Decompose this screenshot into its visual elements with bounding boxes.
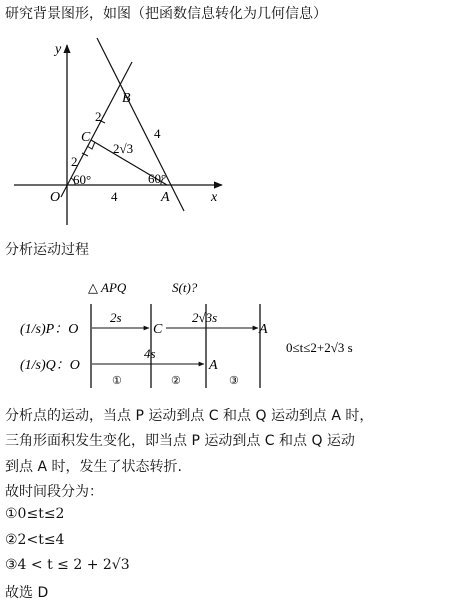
- point-b-label: B: [122, 91, 131, 106]
- page-heading: 研究背景图形，如图（把函数信息转化为几何信息）: [5, 6, 327, 22]
- p-c-label: C: [153, 322, 163, 337]
- analysis-line-3: 到点 A 时，发生了状态转折.: [5, 459, 182, 475]
- phase-2-label: ②: [171, 375, 181, 387]
- time-segment-2: ②2<t≤4: [5, 532, 65, 548]
- len-cb-label: 2: [95, 109, 102, 124]
- len-oc-label: 2: [71, 154, 78, 169]
- analysis-line-1: 分析点的运动，当点 P 运动到点 C 和点 Q 运动到点 A 时，: [5, 408, 374, 424]
- area-label: S(t)?: [172, 280, 198, 295]
- point-c-label: C: [81, 130, 91, 145]
- x-axis-label: x: [211, 190, 218, 205]
- time-segment-1: ①0≤t≤2: [5, 506, 65, 522]
- len-ca-label: 2√3: [113, 141, 134, 156]
- phase-3-label: ③: [229, 375, 239, 387]
- phase-1-label: ①: [112, 375, 122, 387]
- angle-o-label: 60°: [73, 172, 92, 187]
- triangle-label: △ APQ: [88, 280, 127, 295]
- time-segment-3: ③4 < t ≤ 2 + 2√3: [5, 557, 130, 573]
- answer-line: 故选 D: [5, 585, 49, 601]
- q-seg-label: 4s: [144, 346, 156, 361]
- p-seg2-label: 2√3s: [192, 310, 218, 325]
- p-a-label: A: [259, 322, 268, 337]
- analysis-line-4: 故时间段分为：: [5, 484, 103, 500]
- angle-a-label: 60°: [148, 171, 167, 186]
- q-row-label: (1/s)Q：O: [20, 358, 80, 373]
- y-axis-label: y: [55, 42, 62, 57]
- p-seg1-label: 2s: [110, 310, 122, 325]
- process-heading: 分析运动过程: [5, 242, 89, 258]
- len-ab-label: 4: [154, 126, 161, 141]
- len-oa-label: 4: [111, 189, 118, 204]
- origin-label: O: [50, 190, 61, 205]
- range-label: 0≤t≤2+2√3 s: [286, 340, 353, 355]
- point-a-label: A: [161, 190, 170, 205]
- q-a-label: A: [209, 358, 218, 373]
- analysis-line-2: 三角形面积发生变化，即当点 P 运动到点 C 和点 Q 运动: [5, 433, 355, 449]
- p-row-label: (1/s)P：O: [20, 322, 79, 337]
